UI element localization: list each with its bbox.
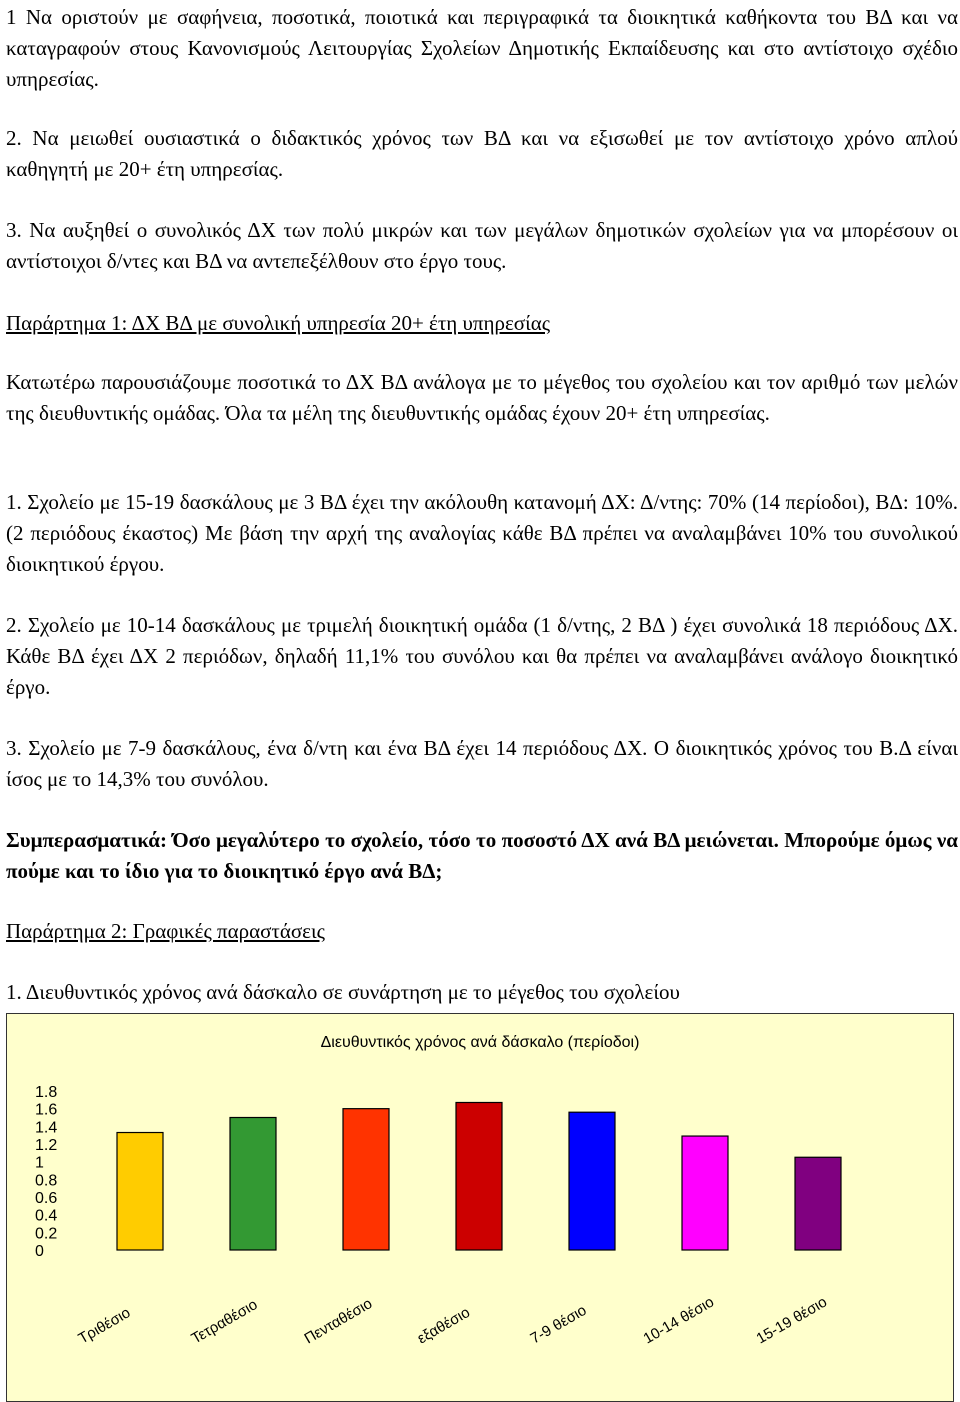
chart-plot bbox=[7, 1014, 952, 1400]
paragraph-8: 1. Διευθυντικός χρόνος ανά δάσκαλο σε συνάρτηση με το μέγεθος του σχολείου bbox=[6, 980, 680, 1004]
x-tick-label: Πενταθέσιο bbox=[301, 1295, 376, 1348]
bar-chart bbox=[6, 1013, 954, 1402]
y-tick-label: 0.6 bbox=[35, 1190, 58, 1207]
paragraph-4: Κατωτέρω παρουσιάζουμε ποσοτικά το ΔΧ ΒΔ ανάλογα με το μέγεθος του σχολείου και τον αριθμό των μελών της διευθυντικής ομάδας. Όλα τα μέλη της διευθυντικής ομάδας έχουν 20+ έτη υπηρεσίας. bbox=[6, 370, 958, 425]
x-tick-label: 15-19 θέσιο bbox=[753, 1293, 830, 1348]
paragraph-5: 1. Σχολείο με 15-19 δασκάλους με 3 ΒΔ έχει την ακόλουθη κατανομή ΔΧ: Δ/ντης: 70% (14 περίοδοι), ΒΔ: 10%.(2 περιόδους έκαστος) Με βάση την αρχή της αναλογίας κάθε ΒΔ πρέπει να αναλαμβάνει 10% του συνολικού διοικητικού έργου. bbox=[6, 490, 958, 576]
bar bbox=[343, 1109, 389, 1250]
y-tick-label: 1.6 bbox=[35, 1101, 58, 1119]
x-tick-label: 7-9 θέσιο bbox=[527, 1301, 590, 1348]
bar bbox=[795, 1157, 841, 1250]
appendix-1-heading: Παράρτημα 1: ΔΧ ΒΔ με συνολική υπηρεσία 20+ έτη υπηρεσίας bbox=[6, 311, 551, 335]
appendix-2-heading: Παράρτημα 2: Γραφικές παραστάσεις bbox=[6, 919, 325, 943]
paragraph-1: 1 Να οριστούν με σαφήνεια, ποσοτικά, ποιοτικά και περιγραφικά τα διοικητικά καθήκοντα του ΒΔ και να καταγραφούν στους Κανονισμούς Λειτουργίας Σχολείων Δημοτικής Εκπαίδευσης και στο αντίστοιχο σχέδιο υπηρεσίας. bbox=[6, 5, 958, 91]
y-tick-label: 0.8 bbox=[35, 1172, 58, 1190]
y-tick-label: 1.2 bbox=[35, 1137, 58, 1154]
conclusion-paragraph: Συμπερασματικά: Όσο μεγαλύτερο το σχολείο, τόσο το ποσοστό ΔΧ ανά ΒΔ μειώνεται. Μπορούμε όμως να πούμε και το ίδιο για το διοικητικό έργο ανά ΒΔ; bbox=[6, 828, 958, 883]
y-tick-label: 0.4 bbox=[35, 1207, 58, 1225]
bar bbox=[117, 1133, 163, 1250]
chart-title: Διευθυντικός χρόνος ανά δάσκαλο (περίοδοι) bbox=[320, 1034, 640, 1051]
y-tick-label: 0.2 bbox=[35, 1225, 58, 1243]
paragraph-3: 3. Να αυξηθεί ο συνολικός ΔΧ των πολύ μικρών και των μεγάλων δημοτικών σχολείων για να μπορέσουν οι αντίστοιχοι δ/ντες και ΒΔ να αντεπεξέλθουν στο έργο τους. bbox=[6, 218, 958, 273]
bar bbox=[230, 1118, 276, 1251]
bar bbox=[456, 1102, 502, 1250]
y-tick-label: 1.4 bbox=[35, 1119, 58, 1137]
paragraph-6: 2. Σχολείο με 10-14 δασκάλους με τριμελή διοικητική ομάδα (1 δ/ντης, 2 ΒΔ ) έχει συνολικά 18 περιόδους ΔΧ. Κάθε ΒΔ έχει ΔΧ 2 περιόδων, δηλαδή 11,1% του συνόλου και θα πρέπει να αναλαμβάνει ανάλογο διοικητικό έργο. bbox=[6, 613, 958, 699]
y-tick-label: 1.8 bbox=[35, 1084, 58, 1101]
y-tick-label: 0 bbox=[35, 1243, 44, 1260]
bar bbox=[682, 1136, 728, 1250]
x-tick-label: εξαθέσιο bbox=[414, 1303, 473, 1348]
y-tick-label: 1 bbox=[35, 1154, 44, 1172]
x-tick-label: Τριθέσιο bbox=[75, 1304, 134, 1348]
paragraph-7: 3. Σχολείο με 7-9 δασκάλους, ένα δ/ντη και ένα ΒΔ έχει 14 περιόδους ΔΧ. Ο διοικητικός χρόνος του Β.Δ είναι ίσος με το 14,3% του συνόλου. bbox=[6, 736, 958, 791]
bar bbox=[569, 1112, 615, 1250]
x-tick-label: Τετραθέσιο bbox=[188, 1296, 261, 1348]
paragraph-2: 2. Να μειωθεί ουσιαστικά ο διδακτικός χρόνος των ΒΔ και να εξισωθεί με τον αντίστοιχο χρόνο απλού καθηγητή με 20+ έτη υπηρεσίας. bbox=[6, 126, 958, 181]
x-tick-label: 10-14 θέσιο bbox=[640, 1293, 717, 1348]
